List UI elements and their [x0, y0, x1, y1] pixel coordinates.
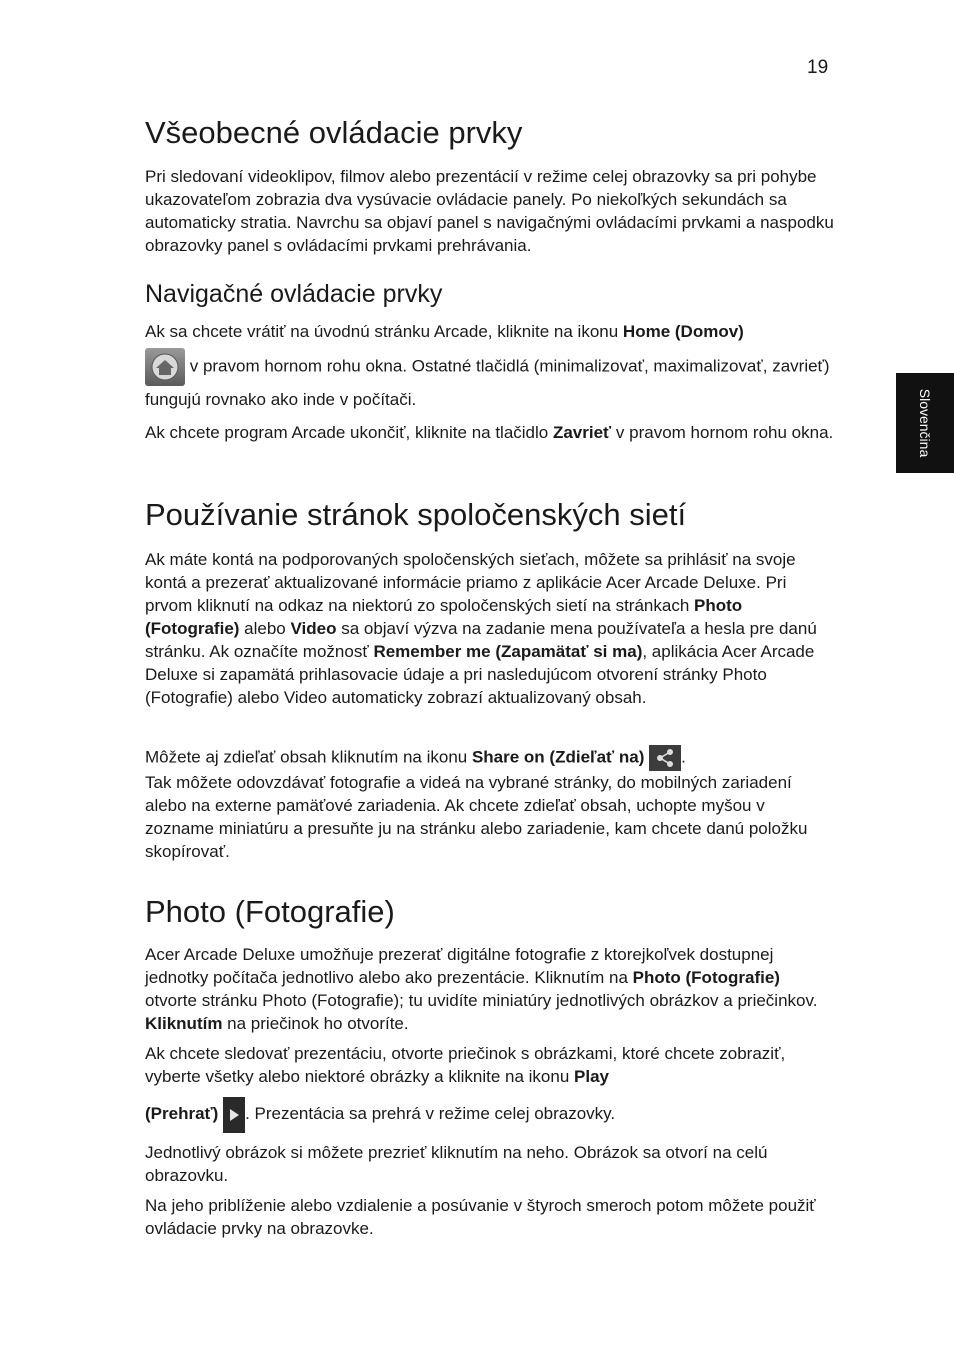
navigation-paragraph-2: v pravom hornom rohu okna. Ostatné tlačidlá (minimalizovať, maximalizovať, zavrieť) fungujú rovnako ako inde v počítači.	[145, 348, 835, 414]
general-controls-paragraph: Pri sledovaní videoklipov, filmov alebo prezentácií v režime celej obrazovky sa pri pohybe ukazovateľom zobrazia dva vysúvacie ovládacie panely. Po niekoľkých sekundách sa automaticky stratia. Navrchu sa objaví panel s navigačnými ovládacími prvkami a naspodku obrazovky panel s ovládacími prvkami prehrávania.	[145, 167, 834, 255]
social-paragraph-1: Ak máte kontá na podporovaných spoločenských sieťach, môžete sa prihlásiť na svoje kontá a prezerať aktualizované informácie priamo z aplikácie Acer Arcade Deluxe. Pri prvom kliknutí na odkaz na niektorú zo spoločenských sietí na stránkach Photo (Fotografie) alebo Video sa objaví výzva na zadanie mena používateľa a hesla pre danú stránku. Ak označíte možnosť Remember me (Zapamätať si ma), aplikácia Acer Arcade Deluxe si zapamätá prihlasovacie údaje a pri nasledujúcom otvorení stránky Photo (Fotografie) alebo Video automaticky zobrazí aktualizovaný obsah.	[145, 550, 817, 707]
photo-paragraph-2: Ak chcete sledovať prezentáciu, otvorte priečinok s obrázkami, ktoré chcete zobraziť, vyberte všetky alebo niektoré obrázky a kliknite na ikonu Play	[145, 1044, 786, 1086]
social-paragraph-2: Môžete aj zdieľať obsah kliknutím na ikonu Share on (Zdieľať na) . Tak môžete odovzdávať fotografie a videá na vybrané stránky, do mobilných zariadení alebo na externe pamäťové zariadenia. Ak chcete zdieľať obsah, uchopte myšou v zozname miniatúru a presuňte ju na stránku alebo zariadenie, kam chcete danú položku skopírovať.	[145, 745, 835, 863]
photo-paragraph-3: (Prehrať) . Prezentácia sa prehrá v režime celej obrazovky.	[145, 1095, 835, 1133]
language-label: Slovenčina	[917, 388, 933, 458]
section-heading-photo: Photo (Fotografie)	[145, 894, 395, 929]
home-icon	[145, 348, 185, 386]
photo-paragraph-1: Acer Arcade Deluxe umožňuje prezerať digitálne fotografie z ktorejkoľvek dostupnej jednotky počítača jednotlivo alebo ako prezentácie. Kliknutím na Photo (Fotografie) otvorte stránku Photo (Fotografie); tu uvidíte miniatúry jednotlivých obrázkov a priečinkov. Kliknutím na priečinok ho otvoríte.	[145, 945, 818, 1033]
page-number: 19	[807, 57, 829, 78]
language-side-tab	[896, 373, 954, 473]
navigation-paragraph-3: Ak chcete program Arcade ukončiť, kliknite na tlačidlo Zavrieť v pravom hornom rohu okna.	[145, 423, 834, 442]
section-heading-navigation-controls: Navigačné ovládacie prvky	[145, 280, 443, 308]
section-heading-general-controls: Všeobecné ovládacie prvky	[145, 115, 523, 150]
play-icon	[223, 1097, 245, 1133]
photo-paragraph-5: Na jeho priblíženie alebo vzdialenie a posúvanie v štyroch smeroch potom môžete použiť ovládacie prvky na obrazovke.	[145, 1196, 816, 1238]
share-icon	[649, 745, 681, 771]
photo-paragraph-4: Jednotlivý obrázok si môžete prezrieť kliknutím na neho. Obrázok sa otvorí na celú obrazovku.	[145, 1143, 768, 1185]
navigation-paragraph-1: Ak sa chcete vrátiť na úvodnú stránku Arcade, kliknite na ikonu Home (Domov)	[145, 322, 744, 341]
section-heading-social-networks: Používanie stránok spoločenských sietí	[145, 497, 687, 532]
